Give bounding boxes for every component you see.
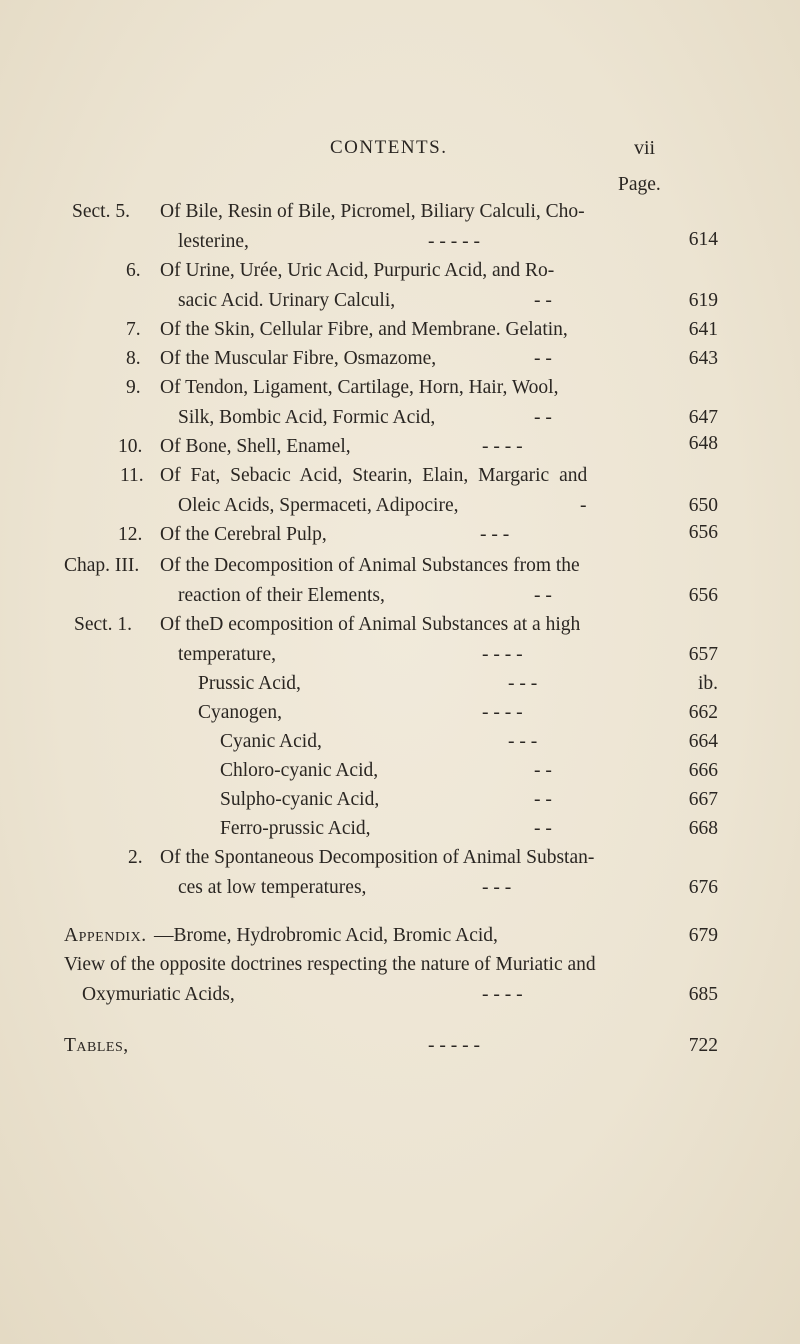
page-number: 676 bbox=[688, 877, 718, 898]
leader-dashes: - - - bbox=[482, 877, 512, 898]
entry-label: 6. bbox=[126, 260, 141, 281]
appendix-text: Oxymuriatic Acids, bbox=[82, 984, 235, 1005]
running-head-title: CONTENTS. bbox=[330, 137, 448, 158]
leader-dashes: - - bbox=[534, 290, 552, 311]
entry-text: reaction of their Elements, bbox=[178, 585, 385, 606]
page-number: 667 bbox=[688, 789, 718, 810]
page-number: 722 bbox=[688, 1035, 718, 1056]
entry-label: 11. bbox=[120, 465, 144, 486]
leader-dashes: - - bbox=[534, 407, 552, 428]
leader-dashes: - - - - bbox=[482, 644, 523, 665]
sub-entry-text: Chloro-cyanic Acid, bbox=[220, 760, 379, 781]
tables-label: Tables, bbox=[64, 1035, 129, 1056]
sub-entry-text: Sulpho-cyanic Acid, bbox=[220, 789, 380, 810]
entry-text: Of Tendon, Ligament, Cartilage, Horn, Hair, Wool, bbox=[160, 377, 559, 398]
entry-label: Sect. 1. bbox=[74, 614, 132, 635]
page-number: 679 bbox=[688, 925, 718, 946]
leader-dashes: - - - - bbox=[482, 702, 523, 723]
entry-text: Of the Spontaneous Decomposition of Animal Substan- bbox=[160, 847, 595, 868]
leader-dashes: - - - - bbox=[482, 984, 523, 1005]
entry-text: Oleic Acids, Spermaceti, Adipocire, bbox=[178, 495, 459, 516]
page-number: 643 bbox=[688, 348, 718, 369]
sub-entry-text: Prussic Acid, bbox=[198, 673, 301, 694]
entry-text: Of Urine, Urée, Uric Acid, Purpuric Acid, and Ro- bbox=[160, 260, 555, 281]
page-number: 647 bbox=[688, 407, 718, 428]
leader-dashes: - - - bbox=[508, 673, 538, 694]
leader-dashes: - - - - - bbox=[428, 1035, 480, 1056]
leader-dashes: - - - bbox=[480, 524, 510, 545]
entry-text: Of theD ecomposition of Animal Substances at a high bbox=[160, 614, 581, 635]
appendix-text: View of the opposite doctrines respecting the nature of Muriatic and bbox=[64, 954, 596, 975]
entry-label: 12. bbox=[118, 524, 143, 545]
entry-text: ces at low temperatures, bbox=[178, 877, 367, 898]
entry-text: Of the Muscular Fibre, Osmazome, bbox=[160, 348, 437, 369]
page-number: 641 bbox=[688, 319, 718, 340]
entry-label: 2. bbox=[128, 847, 143, 868]
page-number: 662 bbox=[688, 702, 718, 723]
page-number: 666 bbox=[688, 760, 718, 781]
entry-text: Of the Decomposition of Animal Substances from the bbox=[160, 555, 580, 576]
leader-dashes: - - bbox=[534, 348, 552, 369]
page-number: 650 bbox=[688, 495, 718, 516]
leader-dashes: - - bbox=[534, 789, 552, 810]
entry-label: 9. bbox=[126, 377, 141, 398]
entry-text: lesterine, bbox=[178, 231, 249, 252]
page-number: 619 bbox=[688, 290, 718, 311]
sub-entry-text: Ferro-prussic Acid, bbox=[220, 818, 371, 839]
page-number: 685 bbox=[688, 984, 718, 1005]
sub-entry-text: Cyanic Acid, bbox=[220, 731, 322, 752]
leader-dashes: - - - - - bbox=[428, 231, 480, 252]
leader-dashes: - - bbox=[534, 760, 552, 781]
page-number: 648 bbox=[688, 433, 718, 454]
page-number: 657 bbox=[688, 644, 718, 665]
appendix-text: —Brome, Hydrobromic Acid, Bromic Acid, bbox=[154, 925, 498, 946]
page-column-label: Page. bbox=[618, 174, 661, 195]
entry-text: Silk, Bombic Acid, Formic Acid, bbox=[178, 407, 436, 428]
appendix-label: Appendix. bbox=[64, 925, 147, 946]
entry-text: temperature, bbox=[178, 644, 276, 665]
entry-text: Of the Cerebral Pulp, bbox=[160, 524, 327, 545]
entry-label: Sect. 5. bbox=[72, 201, 130, 222]
page-number: ib. bbox=[697, 673, 718, 694]
entry-label: 7. bbox=[126, 319, 141, 340]
leader-dashes: - - bbox=[534, 818, 552, 839]
entry-text: sacic Acid. Urinary Calculi, bbox=[178, 290, 396, 311]
page-number: 614 bbox=[688, 229, 718, 250]
sub-entry-text: Cyanogen, bbox=[198, 702, 282, 723]
entry-text: Of the Skin, Cellular Fibre, and Membrane. Gelatin, bbox=[160, 319, 568, 340]
entry-label: Chap. III. bbox=[64, 555, 140, 576]
leader-dashes: - - - bbox=[508, 731, 538, 752]
page-folio: vii bbox=[634, 137, 656, 159]
entry-text: Of Bone, Shell, Enamel, bbox=[160, 436, 351, 457]
page-number: 668 bbox=[688, 818, 718, 839]
leader-dashes: - - - - bbox=[482, 436, 523, 457]
leader-dashes: - bbox=[580, 495, 587, 516]
entry-text: Of Fat, Sebacic Acid, Stearin, Elain, Margaric and bbox=[160, 465, 588, 486]
page-number: 664 bbox=[688, 731, 718, 752]
entry-label: 10. bbox=[118, 436, 143, 457]
leader-dashes: - - bbox=[534, 585, 552, 606]
page-number: 656 bbox=[688, 522, 718, 543]
entry-text: Of Bile, Resin of Bile, Picromel, Biliary Calculi, Cho- bbox=[160, 201, 585, 222]
page-number: 656 bbox=[688, 585, 718, 606]
entry-label: 8. bbox=[126, 348, 141, 369]
